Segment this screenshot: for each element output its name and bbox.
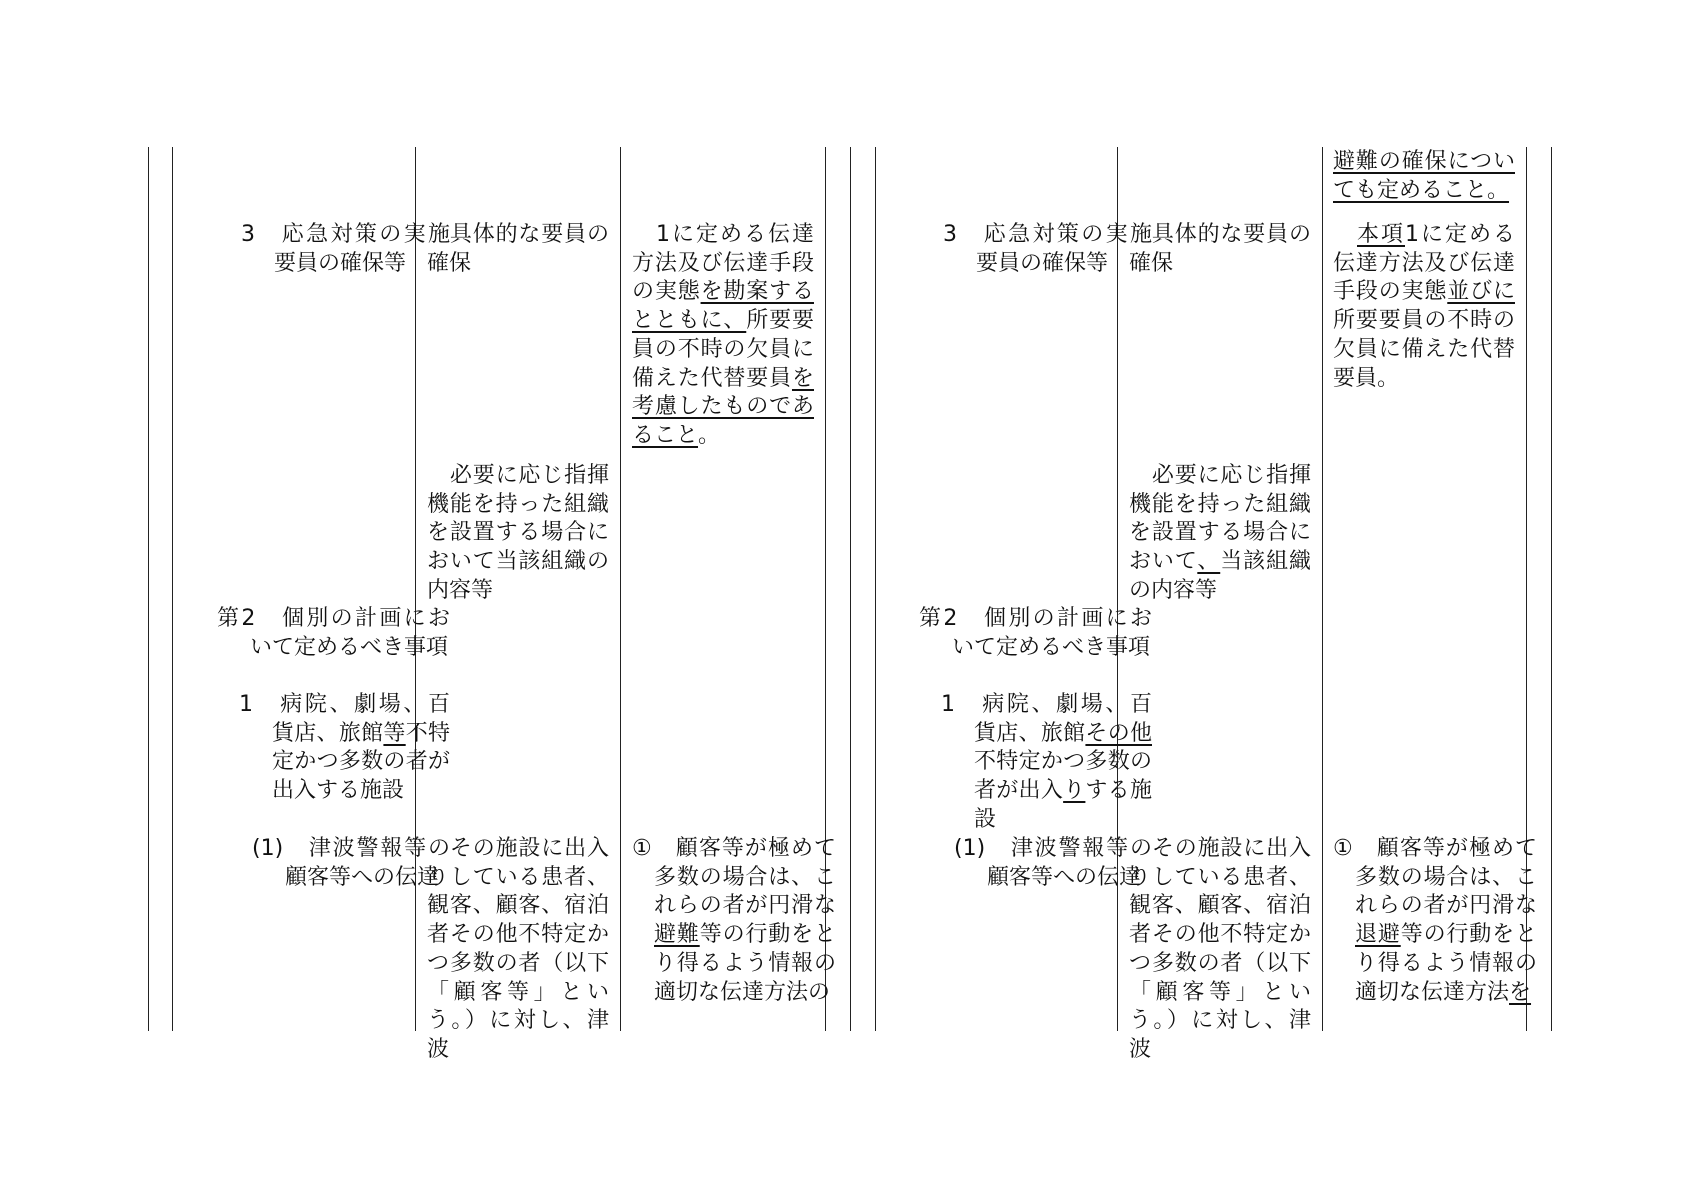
table-divider: [1322, 147, 1323, 1031]
right-item1-heading: 1 病院、劇場、百貨店、旅館その他不特定かつ多数の者が出入りする施設: [941, 692, 1152, 832]
left-col3-row1: 1に定める伝達方法及び伝達手段の実態を勘案するとともに、所要要員の不時の欠員に備えた代替要員を考慮したものであること。: [632, 222, 814, 448]
table-divider: [1117, 147, 1118, 1031]
left-col3-row3: ① 顧客等が極めて多数の場合は、これらの者が円滑な避難等の行動をとり得るよう情報の適切な伝達方法の: [632, 836, 836, 1005]
right-col3-row1: 本項1に定める伝達方法及び伝達手段の実態並びに所要要員の不時の欠員に備えた代替要員。: [1333, 222, 1515, 391]
left-col2-row1: 具体的な要員の確保: [427, 222, 609, 276]
table-divider: [415, 147, 416, 1031]
right-sub1-heading: (1) 津波警報等の顧客等への伝達: [954, 836, 1152, 890]
left-section2-heading: 第2 個別の計画において定めるべき事項: [217, 606, 450, 660]
right-col3-row3: ① 顧客等が極めて多数の場合は、これらの者が円滑な退避等の行動をとり得るよう情報の適切な伝達方法を: [1333, 836, 1537, 1005]
right-col2-row2: 必要に応じ指揮機能を持った組織を設置する場合において、当該組織の内容等: [1129, 463, 1311, 603]
table-border-left-outer: [148, 147, 149, 1031]
right-col2-row1: 具体的な要員の確保: [1129, 222, 1311, 276]
table-border-mid-right: [875, 147, 876, 1031]
table-border-right-outer: [1551, 147, 1552, 1031]
right-col3-top: 避難の確保についても定めること。: [1333, 149, 1515, 203]
right-section2-heading: 第2 個別の計画において定めるべき事項: [919, 606, 1152, 660]
left-col2-row2: 必要に応じ指揮機能を持った組織を設置する場合において当該組織の内容等: [427, 463, 609, 603]
right-item3-heading: 3 応急対策の実施要員の確保等: [943, 222, 1152, 276]
left-item3-heading: 3 応急対策の実施要員の確保等: [241, 222, 450, 276]
table-border-mid-left-inner: [850, 147, 851, 1031]
right-col2-row3: その施設に出入りしている患者、観客、顧客、宿泊者その他不特定かつ多数の者（以下「顧客等」という。）に対し、津波: [1129, 836, 1311, 1062]
left-col2-row3: その施設に出入りしている患者、観客、顧客、宿泊者その他不特定かつ多数の者（以下「顧客等」という。）に対し、津波: [427, 836, 609, 1062]
left-item1-heading: 1 病院、劇場、百貨店、旅館等不特定かつ多数の者が出入する施設: [239, 692, 450, 804]
left-sub1-heading: (1) 津波警報等の顧客等への伝達: [252, 836, 450, 890]
table-divider: [620, 147, 621, 1031]
table-border-left-inner: [172, 147, 173, 1031]
